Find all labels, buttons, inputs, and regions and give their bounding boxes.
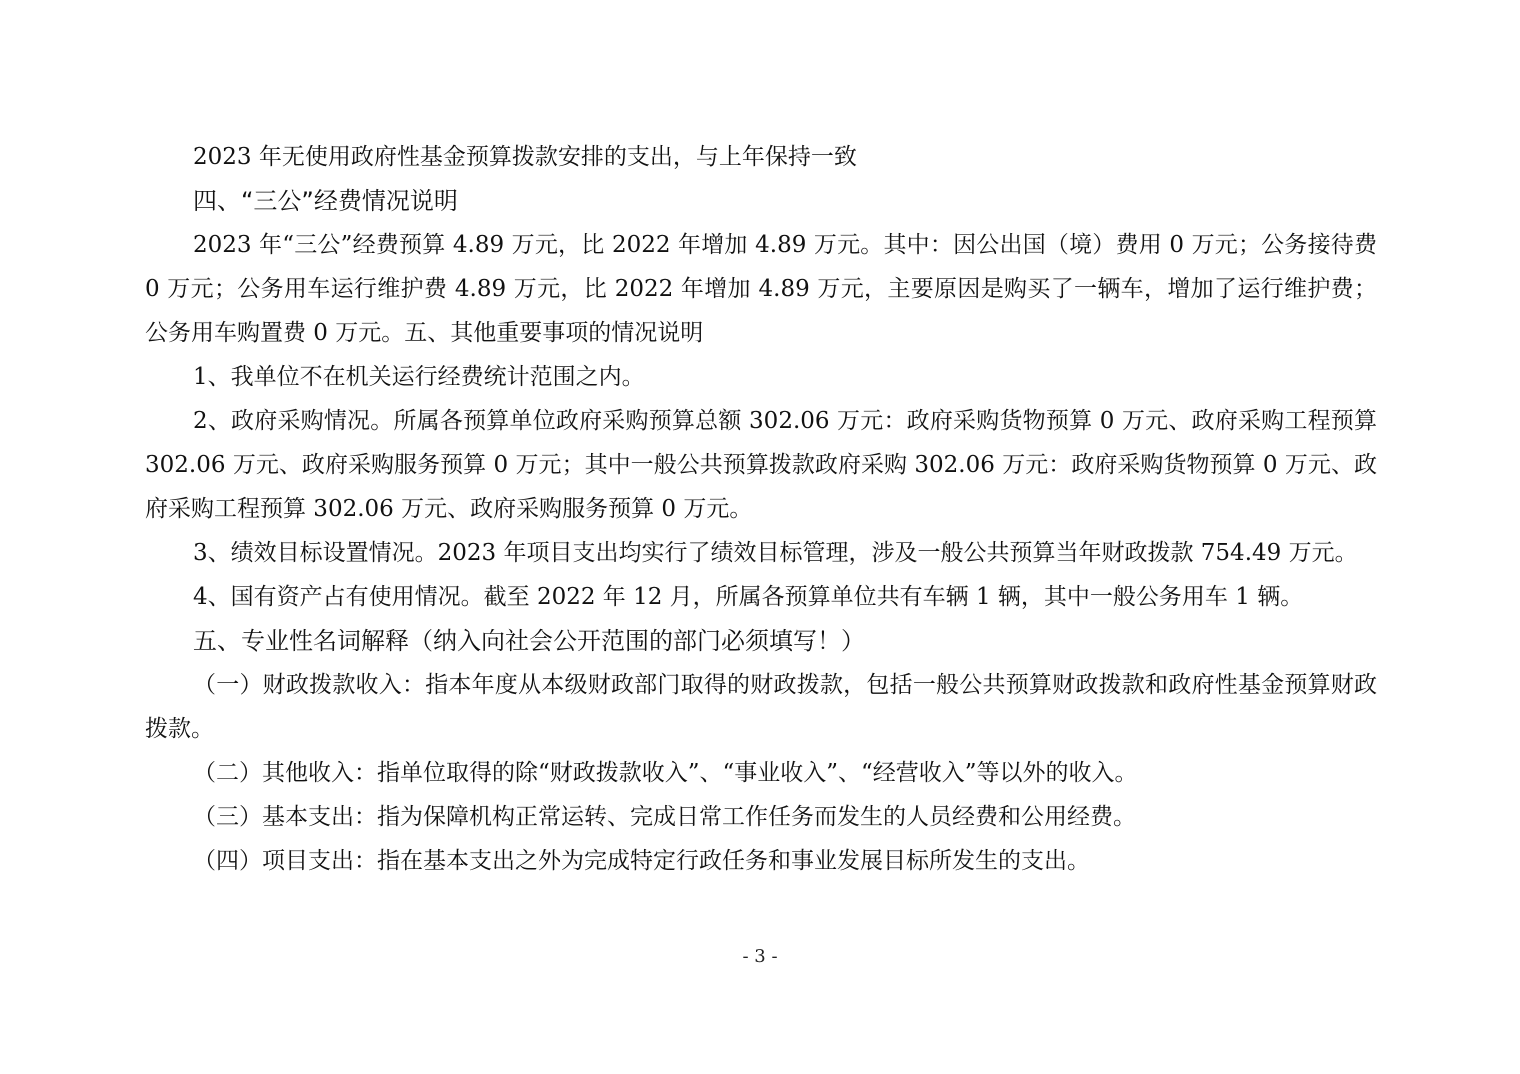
paragraph-item-3-performance: 3、绩效目标设置情况。2023 年项目支出均实行了绩效目标管理，涉及一般公共预算当年财政拨款 754.49 万元。 (193, 540, 1358, 566)
paragraph-item-1: 1、我单位不在机关运行经费统计范围之内。 (193, 364, 645, 390)
heading-three-public-expenses: 四、“三公”经费情况说明 (193, 187, 458, 215)
glossary-item-2: （二）其他收入：指单位取得的除“财政拨款收入”、“事业收入”、“经营收入”等以外的收入。 (193, 760, 1138, 786)
glossary-item-1: （一）财政拨款收入：指本年度从本级财政部门取得的财政拨款，包括一般公共预算财政拨款和政府性基金预算财政拨款。 (145, 672, 1377, 742)
document-body (145, 135, 1377, 883)
glossary-item-3: （三）基本支出：指为保障机构正常运转、完成日常工作任务而发生的人员经费和公用经费。 (193, 804, 1136, 830)
paragraph-no-fund-expenditure: 2023 年无使用政府性基金预算拨款安排的支出，与上年保持一致 (193, 144, 857, 170)
paragraph-item-4-assets: 4、国有资产占有使用情况。截至 2022 年 12 月，所属各预算单位共有车辆 1 辆，其中一般公务用车 1 辆。 (193, 584, 1304, 610)
glossary-item-4: （四）项目支出：指在基本支出之外为完成特定行政任务和事业发展目标所发生的支出。 (193, 848, 1090, 874)
page-number: - 3 - (742, 946, 778, 967)
heading-glossary: 五、专业性名词解释（纳入向社会公开范围的部门必须填写！） (193, 627, 865, 655)
paragraph-three-public-budget: 2023 年“三公”经费预算 4.89 万元，比 2022 年增加 4.89 万元。其中：因公出国（境）费用 0 万元；公务接待费 0 万元；公务用车运行维护费 4.89 万元，比 2022 年增加 4.89 万元，主要原因是购买了一辆车，增加了运行维护费；公务用车购置费 0 万元。五、其他重要事项的情况说明 (145, 232, 1377, 346)
paragraph-item-2-procurement: 2、政府采购情况。所属各预算单位政府采购预算总额 302.06 万元：政府采购货物预算 0 万元、政府采购工程预算 302.06 万元、政府采购服务预算 0 万元；其中一般公共预算拨款政府采购 302.06 万元：政府采购货物预算 0 万元、政府采购工程预算 302.06 万元、政府采购服务预算 0 万元。 (145, 408, 1377, 522)
